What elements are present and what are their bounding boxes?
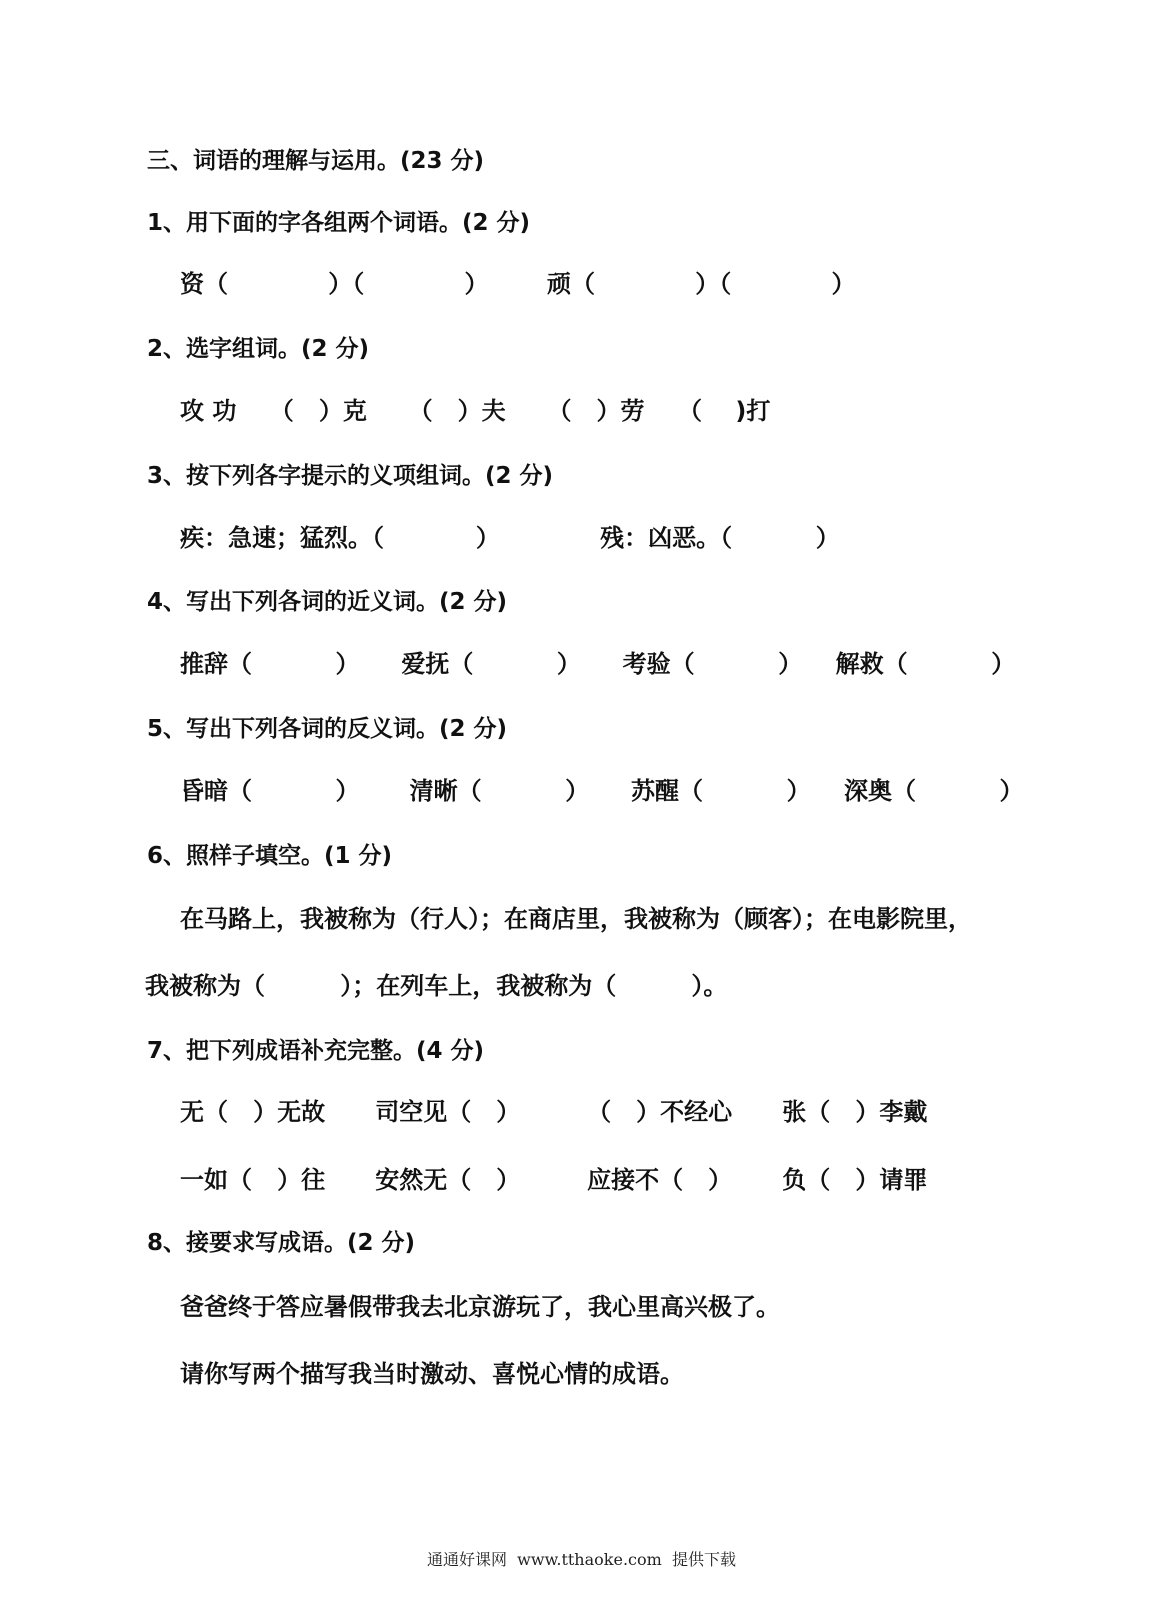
question-3-heading: 3、按下列各字提示的义项组词。(2 分) (147, 463, 554, 489)
question-2-answer-row: 攻 功 （ ）克 （ ）夫 （ ）劳 （ )打 (180, 397, 771, 425)
question-6-heading: 6、照样子填空。(1 分) (147, 843, 393, 869)
question-6-example-line: 在马路上，我被称为（行人）；在商店里，我被称为（顾客）；在电影院里， (180, 905, 972, 933)
footer-source: 通通好课网 www.tthaoke.com 提供下载 (427, 1550, 736, 1569)
question-7-idiom-row-2: 一如（ ）往 安然无（ ） 应接不（ ） 负（ ）请罪 (180, 1166, 928, 1194)
question-8-prompt-line-1: 爸爸终于答应暑假带我去北京游玩了，我心里高兴极了。 (180, 1293, 780, 1321)
question-8-heading: 8、接要求写成语。(2 分) (147, 1230, 416, 1256)
question-5-answer-row: 昏暗（ ） 清晰（ ） 苏醒（ ） 深奥（ ） (180, 777, 1024, 805)
question-4-answer-row: 推辞（ ） 爱抚（ ） 考验（ ） 解救（ ） (180, 650, 1016, 678)
question-5-heading: 5、写出下列各词的反义词。(2 分) (147, 716, 508, 742)
question-8-prompt-line-2: 请你写两个描写我当时激动、喜悦心情的成语。 (180, 1360, 684, 1388)
question-6-fill-line: 我被称为（ ）；在列车上，我被称为（ ）。 (145, 972, 728, 1000)
question-4-heading: 4、写出下列各词的近义词。(2 分) (147, 589, 508, 615)
question-2-heading: 2、选字组词。(2 分) (147, 336, 370, 362)
question-3-answer-row: 疾：急速；猛烈。（ ） 残：凶恶。（ ） (180, 524, 840, 552)
question-7-idiom-row-1: 无（ ）无故 司空见（ ） （ ）不经心 张（ ）李戴 (180, 1098, 928, 1126)
question-1-answer-row: 资（ ）（ ） 顽（ ）（ ） (180, 270, 856, 298)
section-title: 三、词语的理解与运用。(23 分) (147, 148, 485, 174)
question-1-heading: 1、用下面的字各组两个词语。(2 分) (147, 210, 531, 236)
question-7-heading: 7、把下列成语补充完整。(4 分) (147, 1038, 485, 1064)
